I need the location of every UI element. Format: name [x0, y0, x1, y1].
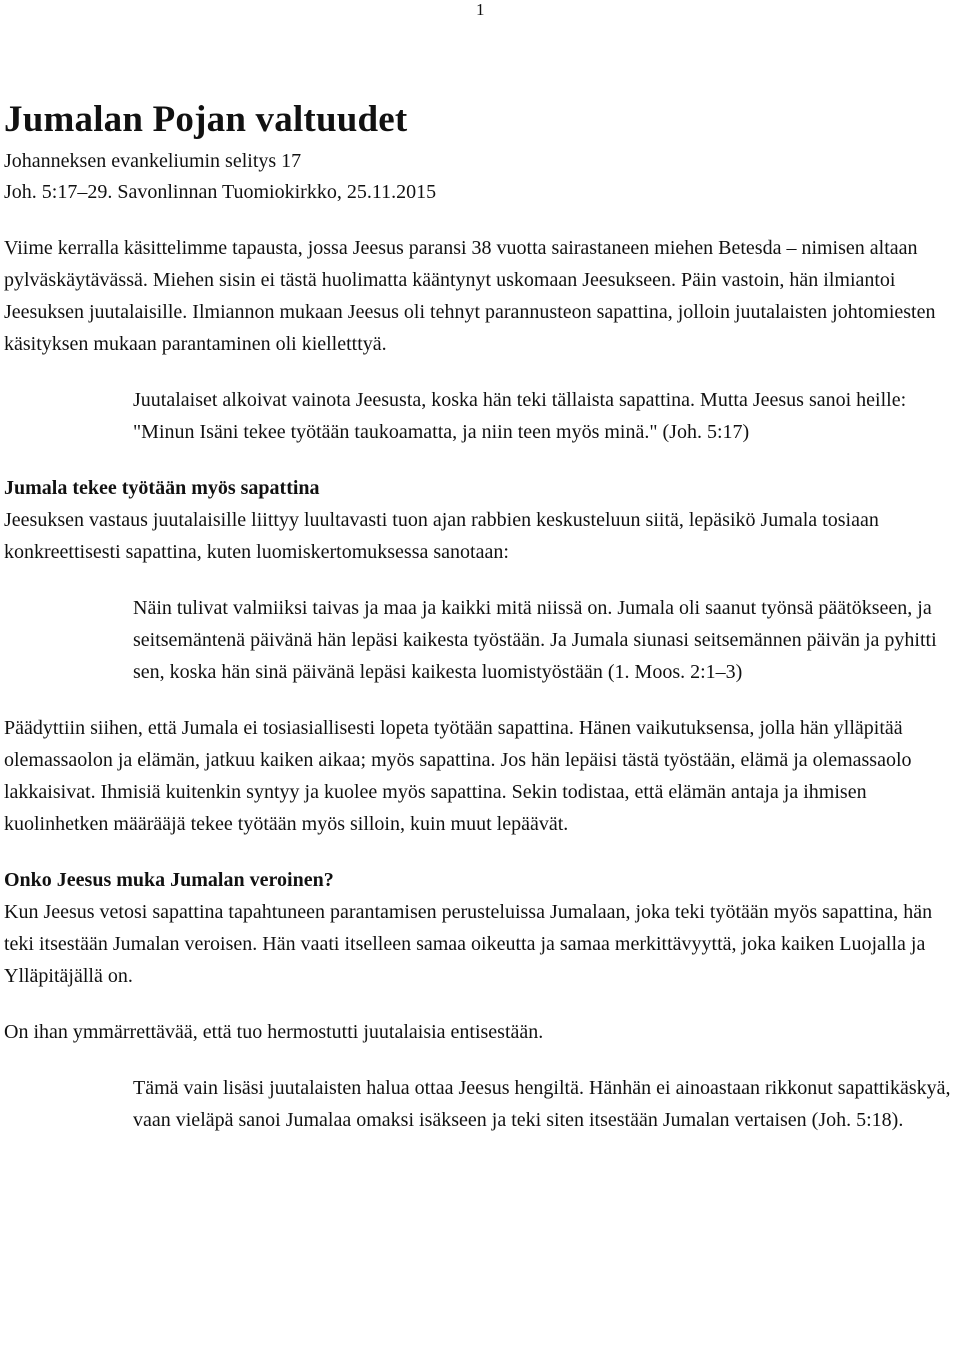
quote-john-5-18: Tämä vain lisäsi juutalaisten halua ottaa Jeesus hengiltä. Hänhän ei ainoastaan rikkonut sapattikäskyä, vaan vieläpä sanoi Jumalaa omaksi isäkseen ja teki siten itsestään Jumalan vertaisen (Joh. 5:18). — [133, 1077, 951, 1131]
document-reference: Joh. 5:17–29. Savonlinnan Tuomiokirkko, 25.11.2015 — [4, 181, 437, 203]
document-body — [4, 98, 958, 1136]
quote-john-5-17: Juutalaiset alkoivat vainota Jeesusta, koska hän teki tällaista sapattina. Mutta Jeesus sanoi heille: "Minun Isäni tekee työtään taukoamatta, ja niin teen myös minä." (Joh. 5:17) — [133, 389, 907, 443]
document-title: Jumalan Pojan valtuudet — [4, 99, 408, 140]
document-subtitle: Johanneksen evankeliumin selitys 17 — [4, 150, 302, 172]
intro-paragraph: Viime kerralla käsittelimme tapausta, jossa Jeesus paransi 38 vuotta sairastaneen miehen Betesda – nimisen altaan pylväskäytävässä. Miehen sisin ei tästä huolimatta kääntynyt uskomaan Jeesukseen. Päin vastoin, hän ilmiantoi Jeesuksen juutalaisille. Ilmiannon mukaan Jeesus oli tehnyt parannusteon sapattina, jolloin juutalaisten johtomiesten käsityksen mukaan parantaminen oli kielletttyä. — [4, 237, 936, 355]
section-heading-equal-god: Onko Jeesus muka Jumalan veroinen? — [4, 869, 334, 891]
page-number: 1 — [476, 0, 485, 19]
quote-genesis-2: Näin tulivat valmiiksi taivas ja maa ja kaikki mitä niissä on. Jumala oli saanut työnsä päätökseen, ja seitsemäntenä päivänä hän lepäsi kaikesta työstään. Ja Jumala siunasi seitsemännen päivän ja pyhitti sen, koska hän sinä päivänä lepäsi kaikesta luomistyöstään (1. Moos. 2:1–3) — [133, 597, 937, 683]
body-paragraph-understandable: On ihan ymmärrettävää, että tuo hermostutti juutalaisia entisestään. — [4, 1021, 544, 1043]
body-paragraph-conclusion: Päädyttiin siihen, että Jumala ei tosiasiallisesti lopeta työtään sapattina. Hänen vaikutuksensa, jolla hän ylläpitää olemassaolon ja elämän, jatkuu kaiken aikaa; myös sapattina. Jos hän lepäisi tästä työstään, elämä ja olemassaolo lakkaisivat. Ihmisiä kuitenkin syntyy ja kuolee myös sapattina. Sekin todistaa, että elämän antaja ja ihmisen kuolinhetken määrääjä tekee työtään myös silloin, kuin muut lepäävät. — [4, 717, 912, 835]
body-paragraph-rabbis: Jeesuksen vastaus juutalaisille liittyy luultavasti tuon ajan rabbien keskusteluun siitä, lepäsikö Jumala tosiaan konkreettisesti sapattina, kuten luomiskertomuksessa sanotaan: — [4, 509, 879, 563]
section-heading-sabbath: Jumala tekee työtään myös sapattina — [4, 477, 320, 499]
body-paragraph-equal: Kun Jeesus vetosi sapattina tapahtuneen parantamisen perusteluissa Jumalaan, joka teki työtään myös sapattina, hän teki itsestään Jumalan veroisen. Hän vaati itselleen samaa oikeutta ja samaa merkittävyyttä, joka kaiken Luojalla ja Ylläpitäjällä on. — [4, 901, 933, 987]
